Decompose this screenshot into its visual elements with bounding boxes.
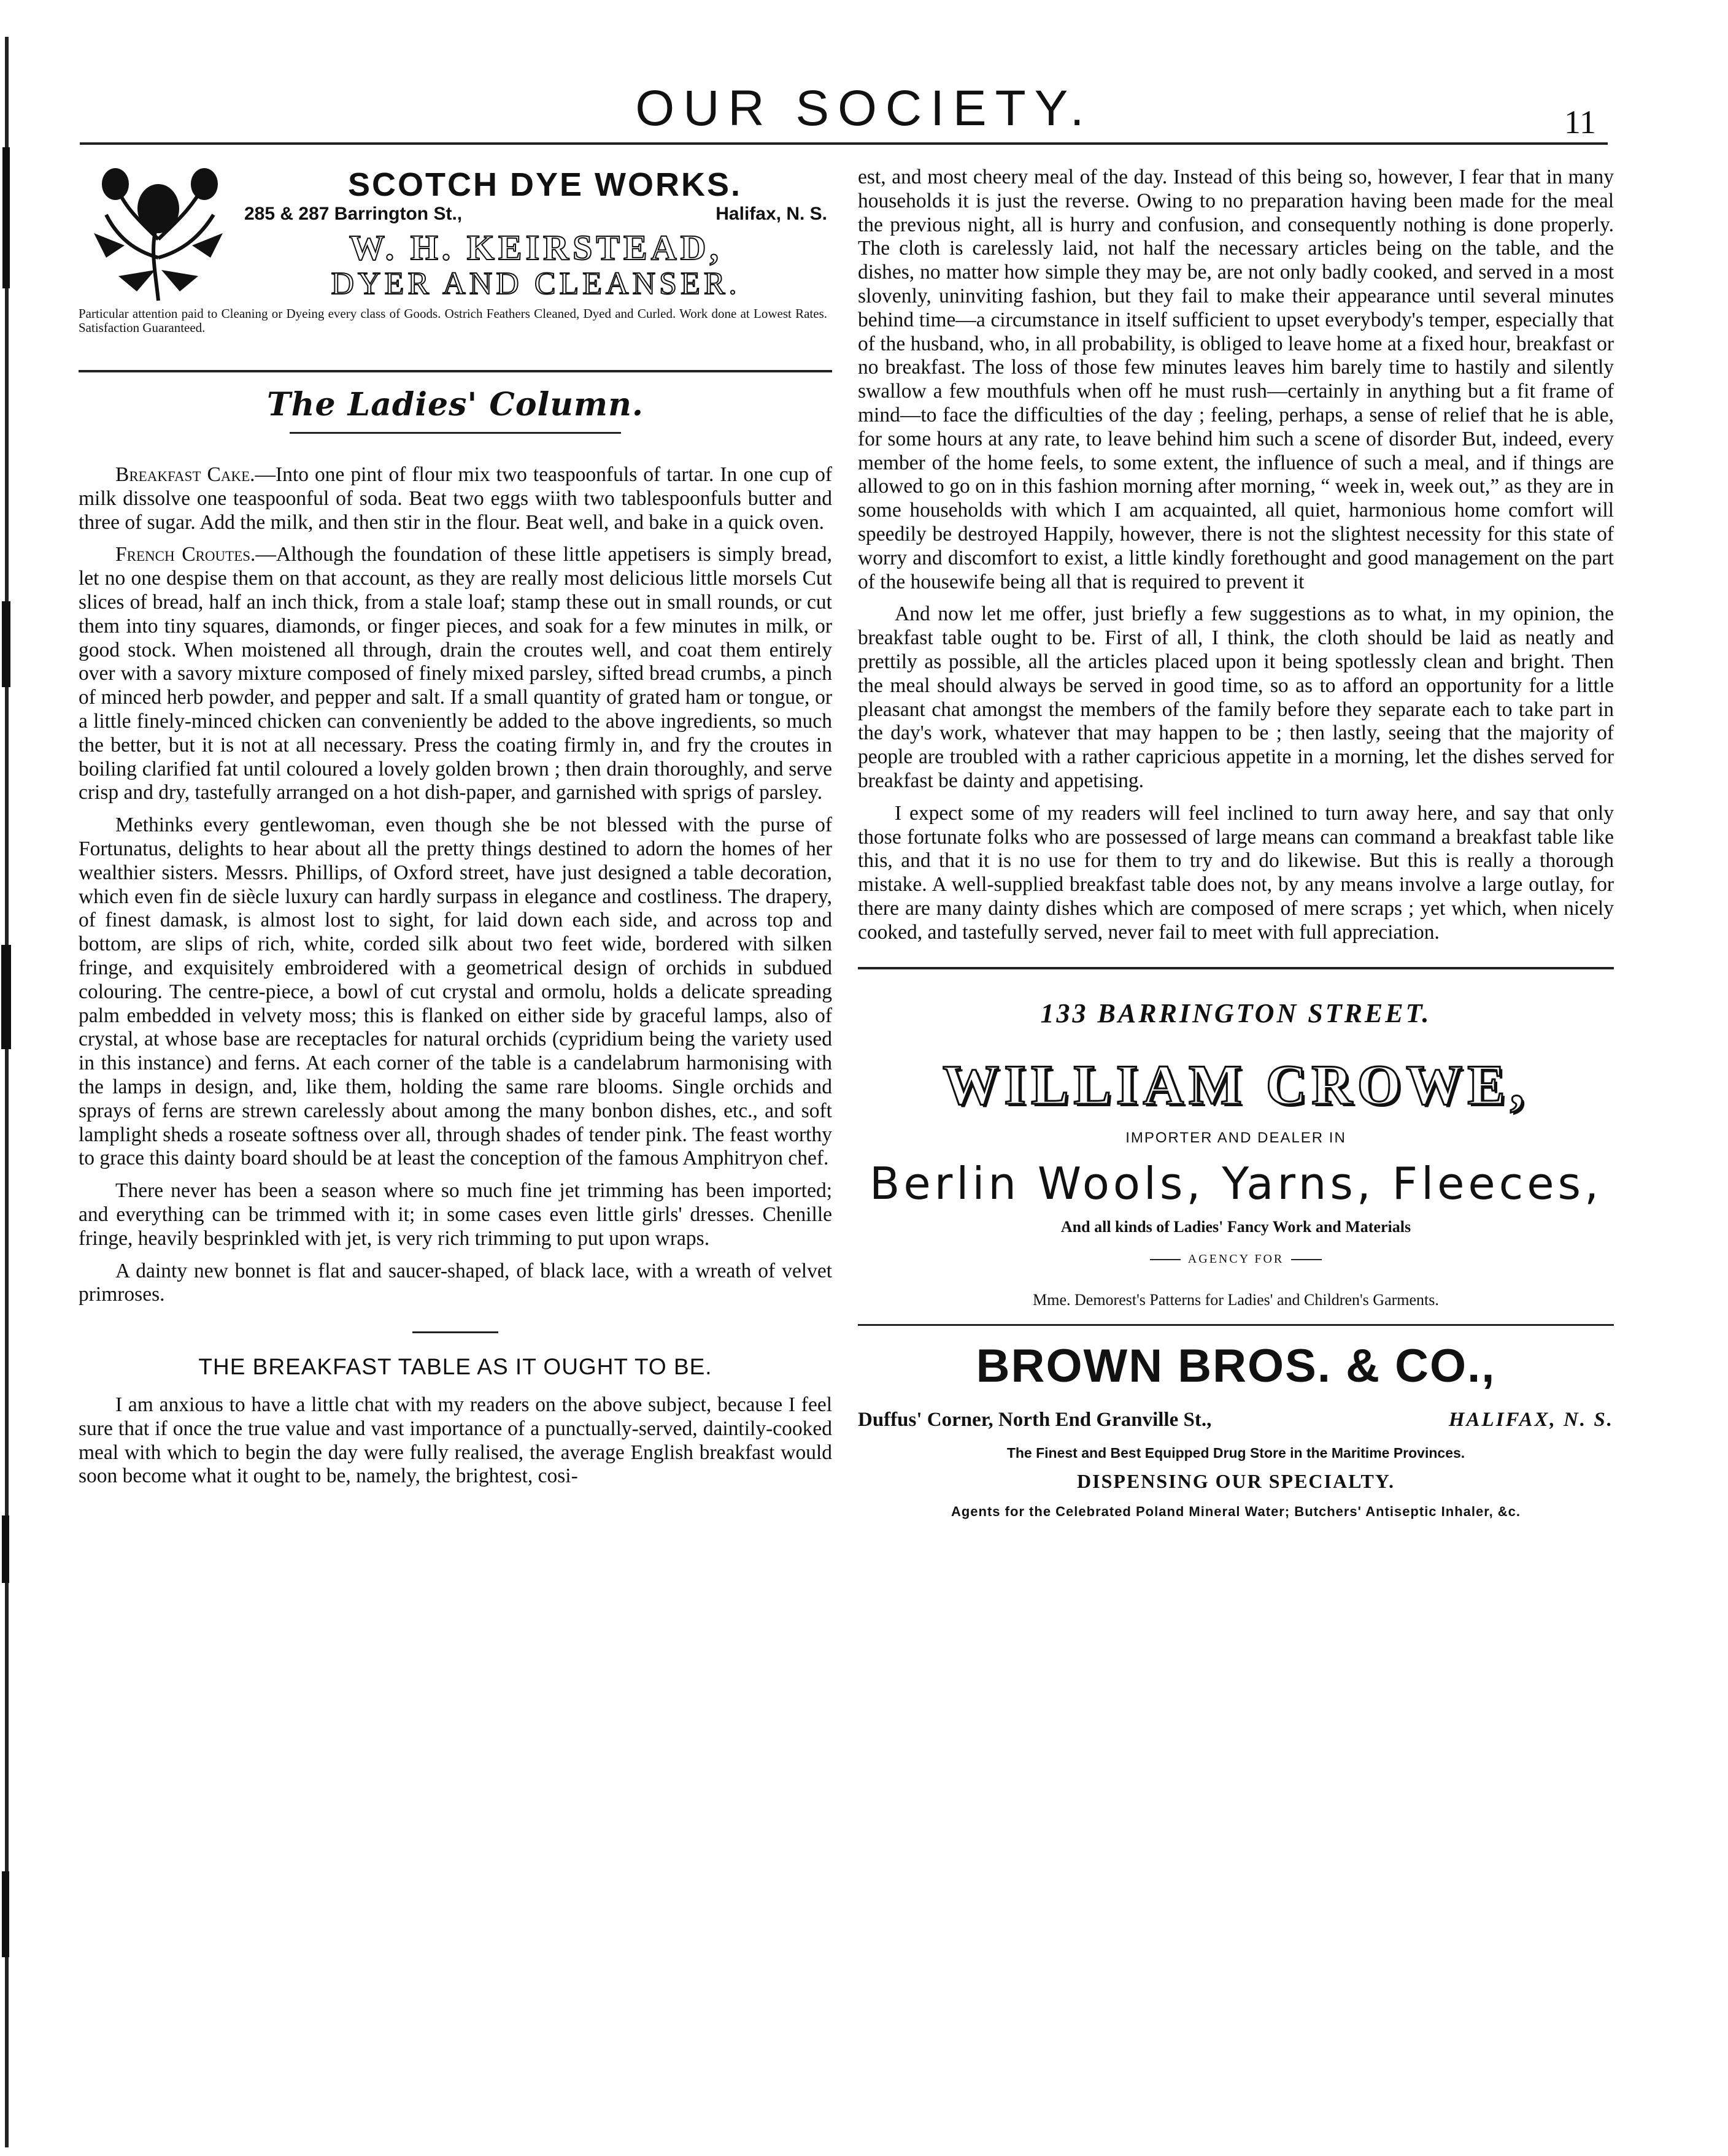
decoration-paragraph: Methinks every gentlewoman, even though she be not blessed with the purse of Fortunatus, delights to hear about all the pretty things destined to adorn the homes of her wealthier sisters. Messrs. Phillips, of Oxford street, have just designed a table decoration, which even fin de siècle luxury can hardly surpass in elegance and costliness. The drapery, of finest damask, is almost lost to sight, for laid down each side, and across top and bottom, are slips of rich, white, corded silk about two feet wide, bordered with silken fringe, and exquisitely embroidered with a geometrical design of orchids in subdued colouring. The centre-piece, a bowl of cut crystal and ormolu, holds a delicate spreading palm embedded in velvety moss; this is flanked on either side by graceful lamps, also of crystal, at whose base are receptacles for natural orchids (cypridium being the variety used in this instance) and ferns. At each corner of the table is a candelabrum harmonising with the lamps in design, and, like them, holding the same rare blooms. Single orchids and sprays of ferns are strewn carelessly about among the many bonbon dishes, etc., and soft lamplight sheds a roseate softness over all, through shades of tender pink. The feast worthy to grace this dainty board should be at least the conception of the famous Amphitryon chef.	[79, 814, 832, 1170]
crowe-name: WILLIAM CROWE,	[943, 1053, 1529, 1116]
william-crowe-ad	[858, 998, 1614, 1309]
breakfast-article-heading: THE BREAKFAST TABLE AS IT OUGHT TO BE.	[198, 1354, 712, 1380]
binding-edge	[0, 0, 37, 2156]
breakfast-article-p1-end: est, and most cheery meal of the day. Instead of this being so, however, I fear that in many households it is just the reverse. Owing to no preparation having been made for the meal the previous night, all is hurry and confusion, and consequently nothing is done properly. The cloth is carelessly laid, not half the necessary articles being on the table, and the dishes, no matter how simple they may be, are not only badly cooked, and served in a most slovenly, uninviting fashion, but they fail to make their appearance until several minutes behind time—a circumstance in itself sufficient to upset everybody's temper, especially that of the husband, who, in all probability, is obliged to leave home at a fixed hour, breakfast or no breakfast. The loss of those few minutes leaves him barely time to hastily and silently swallow a few mouthfuls when off he must rush—certainly in anything but a fit frame of mind—to face the difficulties of the day ; feeling, perhaps, a sense of relief that he is able, for some hours at any rate, to leave behind him such a scene of disorder But, indeed, every member of the home feels, to some extent, the influence of such a meal, and if things are allowed to go on in this fashion morning after morning, “ week in, week out,” as they are in some households with which I am acquainted, all quiet, harmonious home comfort will speedily be destroyed Happily, however, there is not the slightest necessity for this state of worry and discomfort to exist, a little kindly forethought and good management on the part of the housewife being all that is required to prevent it	[858, 166, 1614, 593]
scotch-dye-works-ad	[79, 166, 832, 377]
brown-bros-tagline: The Finest and Best Equipped Drug Store in the Maritime Provinces.	[1006, 1444, 1465, 1461]
section-rule	[412, 1331, 498, 1333]
dye-works-note: Particular attention paid to Cleaning or Dyeing every class of Goods. Ostrich Feathers Cleaned, Dyed and Curled. Work done at Lowest Rates. Satisfaction Guaranteed.	[79, 306, 827, 335]
breakfast-article-p3: I expect some of my readers will feel inclined to turn away here, and say that only those fortunate folks who are possessed of large means can command a breakfast table like this, and that it is no use for them to try and do likewise. But this is really a thorough mistake. A well-supplied breakfast table does not, by any means involve a large outlay, for there are many dainty dishes which are composed of mere scraps ; yet which, when nicely cooked, and tastefully served, never fail to meet with full appreciation.	[858, 801, 1614, 944]
breakfast-article-intro	[79, 1393, 832, 1488]
breakfast-article-p1-start: I am anxious to have a little chat with my readers on the above subject, because I feel sure that if once the true value and vast importance of a punctually-served, daintily-cooked meal with which to begin the day were fully realised, the average English breakfast would soon become what it ought to be, namely, the brightest, cosi-	[79, 1393, 832, 1488]
crowe-importer: IMPORTER AND DEALER IN	[1125, 1129, 1346, 1146]
crowe-kinds: And all kinds of Ladies' Fancy Work and Materials	[1060, 1217, 1411, 1236]
breakfast-cake-heading: Breakfast Cake.	[115, 463, 255, 486]
ad-rule	[79, 370, 832, 372]
ladies-column-title: The Ladies' Column.	[266, 386, 644, 423]
dye-works-trade: DYER AND CLEANSER.	[331, 266, 741, 301]
ad-divider-rule	[858, 967, 1614, 969]
brown-bros-agents: Agents for the Celebrated Poland Mineral Water; Butchers' Antiseptic Inhaler, &c.	[951, 1503, 1521, 1519]
dye-works-address	[244, 204, 827, 225]
croutes-heading: French Croutes.	[115, 543, 256, 566]
breakfast-cake-text: —Into one pint of flour mix two teaspoonfuls of tartar. In one cup of milk dissolve one teaspoonful of soda. Beat two eggs wiith two tablespoonfuls butter and three of sugar. Add the milk, and then stir in the flour. Beat well, and bake in a quick oven.	[79, 463, 832, 534]
bonnet-paragraph: A dainty new bonnet is flat and saucer-shaped, of black lace, with a wreath of velvet primroses.	[79, 1259, 832, 1306]
page-number: 11	[1564, 104, 1596, 141]
breakfast-article-continued	[858, 166, 1614, 945]
breakfast-article-p2: And now let me offer, just briefly a few suggestions as to what, in my opinion, the breakfast table ought to be. First of all, I think, the cloth should be laid as neatly and prettily as possible, all the articles placed upon it being spotlessly clean and bright. Then the meal should always be served in good time, so as to afford an opportunity for a little pleasant chat amongst the members of the family before they separate each to take part in the day's work, whatever that may happen to be ; then lastly, seeing that the majority of people are troubled with a rather capricious appetite in a morning, let the dishes served for breakfast be dainty and appetising.	[858, 603, 1614, 792]
thistle-icon	[82, 166, 235, 307]
crowe-goods: Berlin Wools, Yarns, Fleeces,	[870, 1157, 1602, 1209]
dye-works-heading: SCOTCH DYE WORKS.	[347, 166, 742, 203]
agency-dash-right	[1291, 1259, 1322, 1260]
croutes-paragraph	[79, 543, 832, 805]
left-column	[79, 166, 832, 1497]
title-rule	[290, 432, 621, 434]
crowe-agency-label: AGENCY FOR	[1187, 1252, 1284, 1266]
agency-dash-left	[1150, 1259, 1181, 1260]
crowe-patterns: Mme. Demorest's Patterns for Ladies' and Children's Garments.	[1033, 1290, 1439, 1309]
brown-bros-name: BROWN BROS. & CO.,	[976, 1339, 1496, 1392]
dye-works-city: Halifax, N. S.	[716, 204, 827, 224]
brown-bros-address: Duffus' Corner, North End Granville St.,	[858, 1408, 1212, 1431]
croutes-text: —Although the foundation of these little appetisers is simply bread, let no one despise them on that account, as they are really most delicious little morsels Cut slices of bread, half an inch thick, from a stale loaf; stamp these out in small rounds, or cut them into tiny squares, diamonds, or finger pieces, and soak for a few minutes in milk, or good stock. When moistened all through, drain the croutes well, and coat them entirely over with a savory mixture composed of finely mixed parsley, sifted bread crumbs, a pinch of minced herb powder, and pepper and salt. If a small quantity of grated ham or tongue, or a little finely-minced chicken can conveniently be added to the above ingredients, so much the better, but it is not at all necessary. Press the coating firmly in, and fry the croutes in boiling clarified fat until coloured a lovely golden brown ; then drain thoroughly, and serve crisp and dry, tastefully arranged on a hot dish-paper, and garnished with sprigs of parsley.	[79, 543, 832, 804]
jet-paragraph: There never has been a season where so much fine jet trimming has been imported; and everything can be trimmed with it; in some cases even little girls' dresses. Chenille fringe, heavily besprinkled with jet, is very rich trimming to put upon wraps.	[79, 1179, 832, 1250]
breakfast-cake-paragraph	[79, 463, 832, 534]
header-rule	[80, 142, 1608, 145]
right-column	[858, 166, 1614, 1520]
brown-bros-ad	[858, 1339, 1614, 1520]
masthead-title: OUR SOCIETY.	[635, 80, 1093, 136]
crowe-street: 133 BARRINGTON STREET.	[1040, 998, 1432, 1028]
ladies-column-body	[79, 463, 832, 1307]
brown-bros-address-line	[858, 1409, 1614, 1431]
crowe-agency	[858, 1252, 1614, 1266]
dye-works-proprietor: W. H. KEIRSTEAD,	[349, 228, 722, 268]
brown-bros-specialty: DISPENSING OUR SPECIALTY.	[1077, 1469, 1395, 1492]
brown-bros-city: HALIFAX, N. S.	[1448, 1408, 1614, 1431]
dye-works-street: 285 & 287 Barrington St.,	[244, 204, 463, 224]
ad-divider-rule-2	[858, 1324, 1614, 1326]
